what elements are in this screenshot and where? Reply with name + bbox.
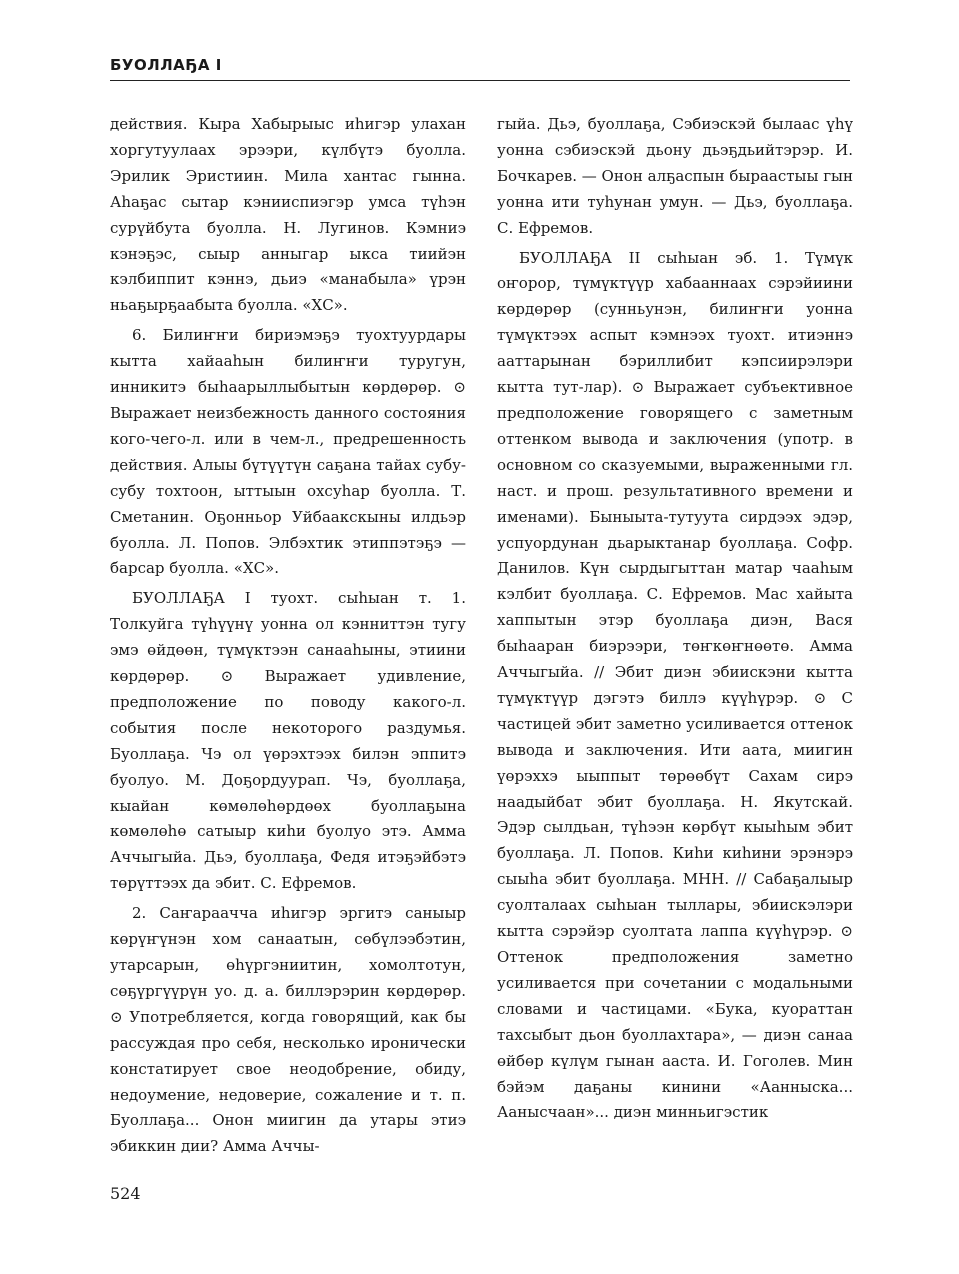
left-column xyxy=(110,112,466,1164)
dictionary-entry: БУОЛЛАҔА I туохт. сыһыан т. 1. Толкуйга түһүүнү уонна ол кэнниттэн тугу эмэ өйдөөн, түмүктээн санааһыны, этиини көрдөрөр. ⊙ Выражает удивление, предположение по поводу какого-л. события после некоторого раздумья. Буоллаҕа. Чэ ол үөрэхтээх билэн эппитэ буолуо. М. Доҕордуурап. Чэ, буоллаҕа, кыайан көмөлөһөрдөөх буоллаҕына көмөлөһө сатыыр киһи буолуо этэ. Амма Аччыгыйа. Дьэ, буоллаҕа, Федя итэҕэйбэтэ төрүттээх да эбит. С. Ефремов. xyxy=(110,589,466,893)
paragraph: гыйа. Дьэ, буоллаҕа, Сэбиэскэй былаас үһү уонна сэбиэскэй дьону дьэҕдьийтэрэр. И. Бочкарев. — Онон алҕаспын быраастыы гын уонна ити туһунан умун. — Дьэ, буоллаҕа. С. Ефремов. xyxy=(497,115,853,237)
running-header xyxy=(110,56,850,81)
page-number: 524 xyxy=(110,1184,141,1203)
paragraph: 2. Саҥараачча иһигэр эргитэ саныыр көрүҥүнэн хом санаатын, сөбүлээбэтин, утарсарын, өһүргэниитин, хомолтотун, сөҕүргүүрүн уо. д. а. биллэрэрин көрдөрөр. ⊙ Употребляется, когда говорящий, как бы рассуждая про себя, несколько иронически констатирует свое неодобрение, обиду, недоумение, недоверие, сожаление и т. п. Буоллаҕа... Онон миигин да утары этиэ эбиккин дии? Амма Аччы- xyxy=(110,904,466,1156)
right-column xyxy=(497,112,853,1130)
paragraph: 6. Билиҥҥи бириэмэҕэ туохтуурдары кытта хайааһын билиҥҥи туругун, инникитэ быһаарыллыбытын көрдөрөр. ⊙ Выражает неизбежность данного состояния кого-чего-л. или в чем-л., предрешенность действия. Алыы бүтүүтүн саҕана тайах субу-субу тохтоон, ыттыын охсуһар буолла. Т. Сметанин. Оҕонньор Уйбаакскыны илдьэр буолла. Л. Попов. Элбэхтик этиппэтэҕэ — барсар буолла. «ХС». xyxy=(110,326,466,578)
running-title: БУОЛЛАҔА I xyxy=(110,56,222,74)
dictionary-entry: БУОЛЛАҔА II сыһыан эб. 1. Түмүк оҥорор, түмүктүүр хабааннаах сэрэйиини көрдөрөр (сунньунэн, билиҥҥи уонна түмүктээх аспыт кэмнээх туохт. итиэннэ ааттарынан бэриллибит кэпсиирэлэри кытта тут-лар). ⊙ Выражает субъективное предположение говорящего с заметным оттенком вывода и заключения (употр. в основном со сказуемыми, выраженными гл. наст. и прош. результативного времени и именами). Быныыта-тутуута сирдээх эдэр, успуордунан дьарыктанар буоллаҕа. Софр. Данилов. Күн сырдыгыттан матар чааһым кэлбит буоллаҕа. С. Ефремов. Мас хайыта хаппытын этэр буоллаҕа диэн, Вася быһааран биэрээри, төҥкөҥнөөтө. Амма Аччыгыйа. // Эбит диэн эбиискэни кытта түмүктүүр дэгэтэ биллэ күүһүрэр. ⊙ С частицей эбит заметно усиливается оттенок вывода и заключения. Ити аата, миигин үөрэххэ ыыппыт төрөөбүт Сахам сирэ наадыйбат эбит буоллаҕа. Н. Якутскай. Эдэр сылдьан, түһээн көрбүт кыыһым эбит буоллаҕа. Л. Попов. Киһи киһини эрэнэрэ сыыһа эбит буоллаҕа. МНН. // Сабаҕалыыр суолталаах сыһыан тыллары, эбиискэлэри кытта сэрэйэр суолтата лаппа күүһүрэр. ⊙ Оттенок предположения заметно усиливается при сочетании с модальными словами и частицами. «Бука, куораттан тахсыбыт дьон буоллахтара», — диэн санаа өйбөр күлүм гынан ааста. И. Гоголев. Мин бэйэм даҕаны кинини «Аанныска... Аанысчаан»... диэн минньигэстик xyxy=(497,248,853,1122)
paragraph: действия. Кыра Хабырыыс иһигэр улахан хоргутуулаах эрээри, күлбүтэ буолла. Эрилик Эристиин. Мила хантас гынна. Аһаҕас сытар кэнииспиэгэр умса түһэн сурүйбута буолла. Н. Лугинов. Кэмниэ кэнэҕэс, сыыр анныгар ыкса тиийэн кэлбиппит кэннэ, дьиэ «манабыла» үрэн ньаҕырҕаабыта буолла. «ХС». xyxy=(110,115,466,315)
